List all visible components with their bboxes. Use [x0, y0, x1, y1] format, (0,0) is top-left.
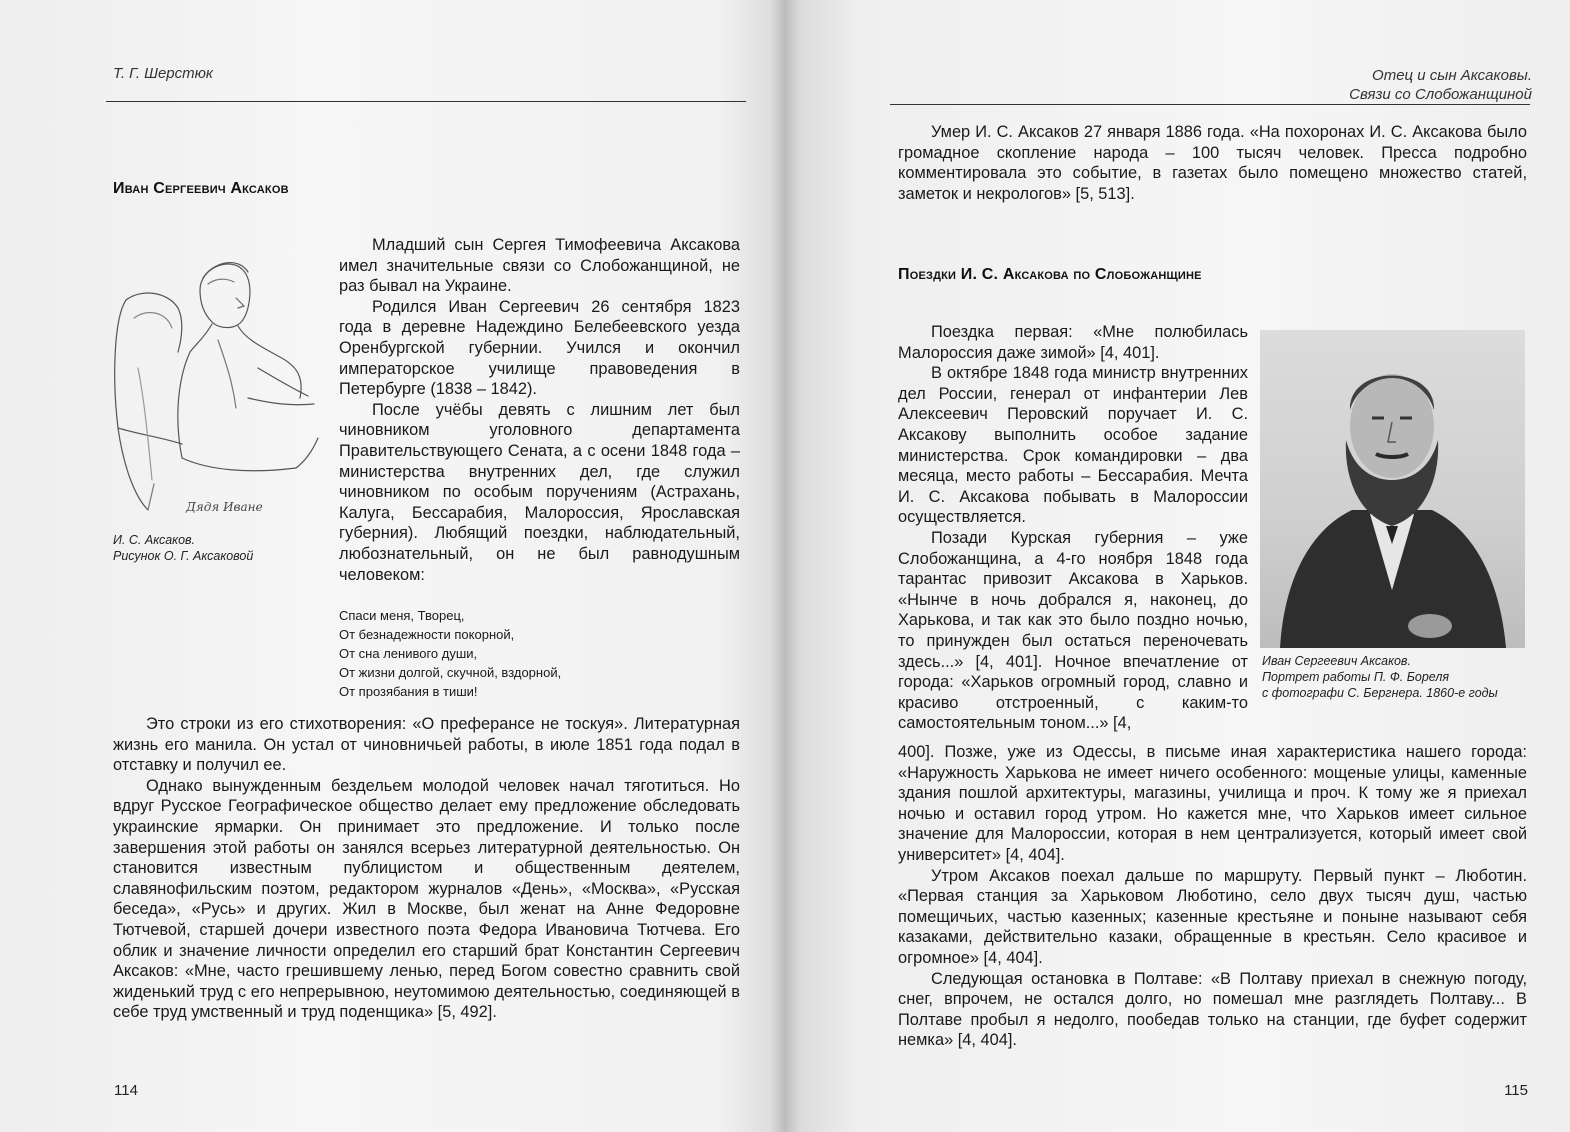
right-section-title: Поездки И. С. Аксакова по Слобожанщине	[898, 266, 1202, 283]
paragraph: Позади Курская губерния – уже Слобожанщина, а 4-го ноября 1848 года тарантас привозит Аксакова в Харьков. «Нынче в ночь добрался я, наконец, до Харькова, и так как это было поздно ночью, то принужден был остаться переночевать здесь...» [4, 401]. Ночное впечатление от города: «Харьков огромный город, славно и красиво отстроенный, с каким-то самостоятельным тоном...» [4,	[898, 528, 1248, 733]
sketch-signature: Дядя Иване	[186, 500, 263, 514]
poem-line: От жизни долгой, скучной, вздорной,	[339, 665, 562, 680]
left-page-number: 114	[114, 1082, 138, 1099]
right-body-text	[898, 742, 1527, 1051]
right-running-head-line-2: Связи со Слобожанщиной	[1349, 86, 1532, 103]
right-page	[782, 0, 1570, 1132]
right-wrapped-text	[898, 322, 1248, 734]
right-caption-line-3: с фотографи С. Бергнера. 1860-е годы	[1262, 686, 1498, 700]
left-figure-caption	[113, 532, 253, 564]
paragraph: Это строки из его стихотворения: «О преферансе не тоскуя». Литературная жизнь его манила. Он устал от чиновничьей работы, в июле 1851 года подал в отставку и получил ее.	[113, 715, 740, 775]
left-section-title: Иван Сергеевич Аксаков	[113, 180, 289, 197]
poem-line: От безнадежности покорной,	[339, 627, 515, 642]
portrait-drawing	[1260, 330, 1525, 648]
aksakov-sketch-illustration	[108, 248, 328, 524]
paragraph: Младший сын Сергея Тимофеевича Аксакова имел значительные связи со Слобожанщиной, не раз бывал на Украине.	[339, 236, 740, 296]
right-running-head	[1349, 66, 1532, 104]
left-caption-line-1: И. С. Аксаков.	[113, 533, 196, 547]
sketch-drawing	[108, 248, 328, 524]
poem-line: Спаси меня, Творец,	[339, 608, 465, 623]
paragraph: В октябре 1848 года министр внутренних дел России, генерал от инфантерии Лев Алексеевич Перовский поручает И. С. Аксакову выполнить особое задание министерства. Срок командировки – два месяца, место работы – Бессарабия. Мечта И. С. Аксакова побывать в Малороссии осуществляется.	[898, 364, 1248, 527]
book-gutter	[770, 0, 800, 1132]
left-body-text	[113, 714, 740, 1023]
aksakov-portrait-illustration	[1260, 330, 1525, 648]
poem-line: От прозябания в тиши!	[339, 684, 478, 699]
right-figure-caption	[1262, 653, 1498, 701]
paragraph: Родился Иван Сергеевич 26 сентября 1823 года в деревне Надеждино Белебеевского уезда Оренбургской губернии. Учился и окончил императорское училище правоведения в Петербурге (1838 – 1842).	[339, 297, 740, 399]
left-header-rule	[106, 101, 746, 102]
left-page	[0, 0, 782, 1132]
paragraph: После учёбы девять с лишним лет был чиновником уголовного департамента Правительствующего Сената, а с осени 1848 года – министерства внутренних дел, где служил чиновником по особым поручениям (Астрахань, Калуга, Бессарабия, Малороссия, Ярославская губерния). Любящий поездки, наблюдательный, любознательный, он не был равнодушным человеком:	[339, 400, 740, 584]
poem-quote	[339, 606, 561, 701]
paragraph: Утром Аксаков поехал дальше по маршруту. Первый пункт – Люботин. «Первая станция за Харьковом Люботино, село двух тысяч душ, частью помещичьих, частью казенных; казенные крестьяне и поныне называют себя казаками, действительно казаки, обращенные в крестьян. Село красивое и огромное» [4, 404].	[898, 866, 1527, 967]
paragraph: Следующая остановка в Полтаве: «В Полтаву приехал в снежную погоду, снег, впрочем, не остался долго, но помешал мне разглядеть Полтаву... В Полтаве пробыл я недолго, пообедав только на станции, где буфет содержит немка» [4, 404].	[898, 969, 1527, 1050]
right-header-rule	[890, 104, 1530, 105]
paragraph: Умер И. С. Аксаков 27 января 1886 года. «На похоронах И. С. Аксакова было громадное скопление народа – 100 тысяч человек. Пресса подробно комментировала это событие, в газетах было помещено множество статей, заметок и некрологов» [5, 513].	[898, 123, 1527, 203]
poem-line: От сна ленивого души,	[339, 646, 478, 661]
paragraph: Однако вынужденным бездельем молодой человек начал тяготиться. Но вдруг Русское Географическое общество делает ему предложение обследовать украинские ярмарки. Он принимает это предложение. И только после завершения этой работы он занялся всерьез литературной деятельностью. Он становится известным публицистом и общественным деятелем, славянофильским поэтом, редактором журналов «День», «Москва», «Русская беседа», «Русь» и других. Жил в Москве, был женат на Анне Федоровне Тютчевой, старшей дочери известного поэта Федора Ивановича Тютчева. Его облик и значение личности определил его старший брат Константин Сергеевич Аксаков: «Мне, часто грешившему ленью, перед Богом совестно сравнить свой жиденький труд с его непрерывною, неутомимою деятельностью, соединяющей в себе труд умственный и труд поденщика» [5, 492].	[113, 776, 740, 1022]
left-running-head: Т. Г. Шерстюк	[113, 65, 214, 82]
right-top-text	[898, 122, 1527, 204]
right-running-head-line-1: Отец и сын Аксаковы.	[1372, 67, 1532, 84]
paragraph: Поездка первая: «Мне полюбилась Малороссия даже зимой» [4, 401].	[898, 323, 1248, 362]
right-caption-line-2: Портрет работы П. Ф. Бореля	[1262, 670, 1450, 684]
left-intro-text	[339, 235, 740, 585]
left-caption-line-2: Рисунок О. Г. Аксаковой	[113, 549, 254, 563]
right-caption-line-1: Иван Сергеевич Аксаков.	[1262, 654, 1411, 668]
right-page-number: 115	[1504, 1082, 1528, 1099]
paragraph: 400]. Позже, уже из Одессы, в письме иная характеристика нашего города: «Наружность Харькова не имеет ничего особенного: мощеные улицы, каменные здания пошлой архитектуры, магазины, училища и проч. К тому же я приехал ночью и оставил город утром. Но кажется мне, что Харьков имеет сильное значение для Малороссии, которая в нем централизуется, который имеет свой университет» [4, 404].	[898, 743, 1527, 864]
